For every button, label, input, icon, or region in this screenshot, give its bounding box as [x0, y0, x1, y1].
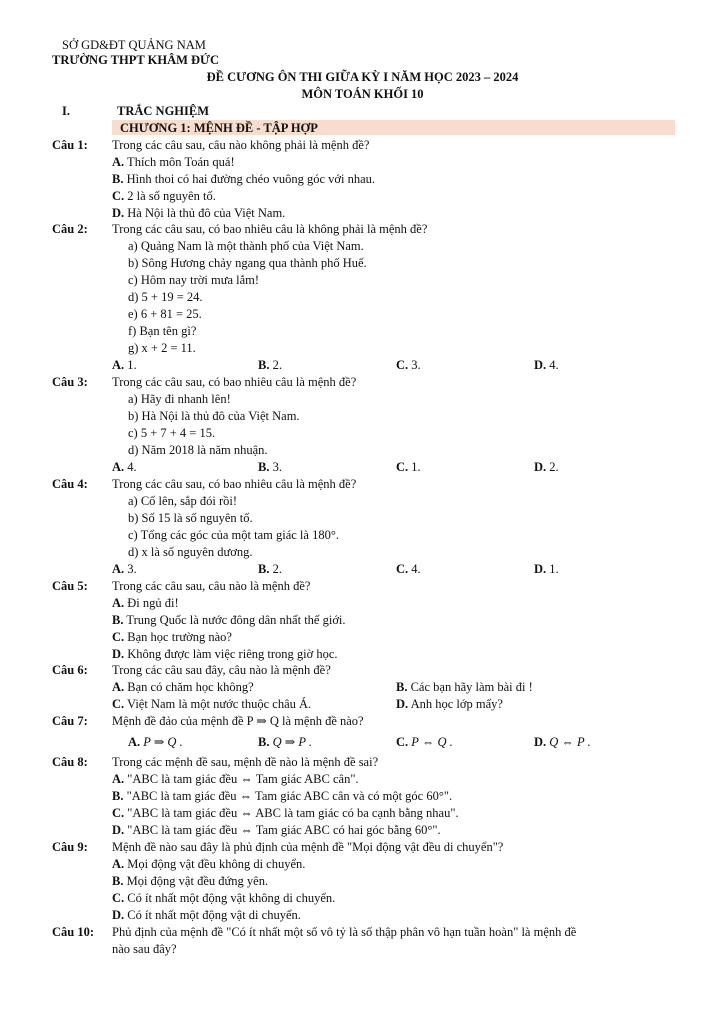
option-text: Hình thoi có hai đường chéo vuông góc với nhau. — [123, 172, 376, 186]
option-key: A. — [112, 562, 125, 576]
question-label: Câu 8: — [52, 755, 88, 769]
answer-option — [112, 190, 216, 203]
statement: d) x là số nguyên dương. — [128, 545, 253, 559]
option-text: Bạn có chăm học không? — [124, 680, 254, 694]
option-text: 3. — [269, 460, 282, 474]
option-text: 4. — [124, 460, 137, 474]
question-label: Câu 9: — [52, 840, 88, 854]
option-key: A. — [128, 735, 141, 749]
option-key: C. — [112, 189, 125, 203]
option-text: P ⇔ Q . — [408, 735, 453, 749]
answer-option — [396, 461, 421, 474]
answer-option — [396, 681, 533, 694]
option-key: C. — [112, 697, 125, 711]
option-key: A. — [112, 680, 125, 694]
question-label: Câu 3: — [52, 375, 88, 389]
option-key: A. — [112, 596, 125, 610]
answer-option — [112, 563, 137, 576]
option-text: 2. — [546, 460, 559, 474]
question-text: Phủ định của mệnh đề "Có ít nhất một số vô tỷ là số thập phân vô hạn tuần hoàn" là mệnh đề — [112, 925, 577, 939]
option-text: Q ⇒ P . — [269, 735, 313, 749]
question-text: Trong các câu sau, có bao nhiêu câu là mệnh đề? — [112, 375, 357, 389]
option-key: B. — [258, 735, 270, 749]
statement: g) x + 2 = 11. — [128, 341, 196, 355]
statement: d) 5 + 19 = 24. — [128, 290, 203, 304]
option-text: Việt Nam là một nước thuộc châu Á. — [124, 697, 312, 711]
answer-option — [112, 461, 137, 474]
school-name: TRƯỜNG THPT KHÂM ĐỨC — [52, 53, 220, 67]
section-title: TRẮC NGHIỆM — [117, 104, 210, 118]
option-key: A. — [112, 460, 125, 474]
option-key: D. — [534, 562, 547, 576]
statement: c) Tổng các góc của một tam giác là 180°. — [128, 528, 339, 542]
statement: d) Năm 2018 là năm nhuận. — [128, 443, 268, 457]
question-text: Trong các mệnh đề sau, mệnh đề nào là mệnh đề sai? — [112, 755, 379, 769]
option-key: A. — [112, 772, 125, 786]
option-text: Hà Nội là thủ đô của Việt Nam. — [124, 206, 286, 220]
answer-option — [112, 156, 235, 169]
option-text: 2. — [269, 562, 282, 576]
answer-option — [396, 359, 421, 372]
option-text: 1. — [546, 562, 559, 576]
chapter-title: CHƯƠNG 1: MỆNH ĐỀ - TẬP HỢP — [120, 121, 318, 135]
answer-option — [112, 909, 301, 922]
option-key: A. — [112, 358, 125, 372]
option-key: C. — [112, 806, 125, 820]
section-number: I. — [62, 104, 70, 118]
option-key: A. — [112, 155, 125, 169]
statement: f) Bạn tên gì? — [128, 324, 197, 338]
option-key: B. — [112, 789, 124, 803]
statement: a) Hãy đi nhanh lên! — [128, 392, 231, 406]
option-key: D. — [396, 697, 409, 711]
question-text: Trong các câu sau đây, câu nào là mệnh đề? — [112, 663, 331, 677]
statement: b) Hà Nội là thủ đô của Việt Nam. — [128, 409, 300, 423]
question-text: Mệnh đề nào sau đây là phủ định của mệnh đề "Mọi động vật đều di chuyển"? — [112, 840, 504, 854]
option-key: B. — [396, 680, 408, 694]
option-key: B. — [258, 358, 270, 372]
option-text: Bạn học trường nào? — [124, 630, 232, 644]
option-key: D. — [112, 823, 125, 837]
question-text: Trong các câu sau, có bao nhiêu câu là không phải là mệnh đề? — [112, 222, 428, 236]
option-key: D. — [112, 206, 125, 220]
answer-option — [112, 824, 441, 837]
option-text: 3. — [124, 562, 137, 576]
answer-option — [534, 461, 559, 474]
subject-title: MÔN TOÁN KHỐI 10 — [301, 87, 424, 101]
option-text: Các bạn hãy làm bài đi ! — [407, 680, 533, 694]
question-label: Câu 10: — [52, 925, 95, 939]
answer-option — [112, 207, 285, 220]
question-label: Câu 7: — [52, 714, 88, 728]
answer-option — [396, 698, 503, 711]
option-text: "ABC là tam giác đều ⇔ Tam giác ABC cân và có một góc 60°". — [123, 789, 453, 803]
option-text: "ABC là tam giác đều ⇔ Tam giác ABC có hai góc bằng 60°". — [124, 823, 441, 837]
option-text: Q ⇔ P . — [546, 735, 591, 749]
department-name: SỞ GD&ĐT QUẢNG NAM — [62, 38, 206, 52]
option-key: B. — [258, 460, 270, 474]
option-text: Trung Quốc là nước đông dân nhất thế giới. — [123, 613, 346, 627]
document-title: ĐỀ CƯƠNG ÔN THI GIỮA KỲ I NĂM HỌC 2023 – 2024 — [206, 70, 519, 84]
answer-option — [112, 698, 311, 711]
option-key: B. — [112, 172, 124, 186]
option-text: Mọi động vật đều không di chuyển. — [124, 857, 306, 871]
question-label: Câu 6: — [52, 663, 88, 677]
statement: a) Cố lên, sắp đói rồi! — [128, 494, 238, 508]
answer-option — [258, 736, 312, 749]
answer-option — [112, 173, 375, 186]
option-key: C. — [396, 358, 409, 372]
option-key: B. — [112, 874, 124, 888]
option-key: C. — [396, 562, 409, 576]
option-text: 1. — [124, 358, 137, 372]
question-label: Câu 2: — [52, 222, 88, 236]
statement: a) Quảng Nam là một thành phố của Việt Nam. — [128, 239, 364, 253]
question-text-continued: nào sau đây? — [112, 942, 177, 956]
option-text: 4. — [408, 562, 421, 576]
answer-option — [534, 736, 591, 749]
answer-option — [112, 875, 268, 888]
answer-option — [112, 807, 459, 820]
option-key: D. — [534, 460, 547, 474]
option-text: Thích môn Toán quá! — [124, 155, 235, 169]
option-key: A. — [112, 857, 125, 871]
answer-option — [112, 648, 338, 661]
option-text: P ⇒ Q . — [140, 735, 183, 749]
option-text: Có ít nhất một động vật di chuyển. — [124, 908, 301, 922]
statement: c) Hôm nay trời mưa lắm! — [128, 273, 260, 287]
answer-option — [112, 597, 179, 610]
option-key: D. — [534, 735, 547, 749]
question-label: Câu 1: — [52, 138, 88, 152]
answer-option — [258, 563, 282, 576]
question-label: Câu 5: — [52, 579, 88, 593]
option-text: Anh học lớp mấy? — [408, 697, 503, 711]
option-key: C. — [396, 460, 409, 474]
answer-option — [128, 736, 183, 749]
statement: e) 6 + 81 = 25. — [128, 307, 202, 321]
answer-option — [258, 461, 282, 474]
question-text: Trong các câu sau, câu nào là mệnh đề? — [112, 579, 311, 593]
question-text: Trong các câu sau, câu nào không phải là mệnh đề? — [112, 138, 370, 152]
option-key: C. — [112, 630, 125, 644]
option-key: C. — [112, 891, 125, 905]
question-label: Câu 4: — [52, 477, 88, 491]
option-key: D. — [112, 647, 125, 661]
answer-option — [534, 359, 559, 372]
answer-option — [112, 631, 232, 644]
answer-option — [396, 736, 453, 749]
option-key: B. — [258, 562, 270, 576]
statement: b) Số 15 là số nguyên tố. — [128, 511, 253, 525]
answer-option — [396, 563, 421, 576]
option-text: 1. — [408, 460, 421, 474]
option-text: Có ít nhất một động vật không di chuyển. — [124, 891, 336, 905]
option-key: D. — [534, 358, 547, 372]
answer-option — [112, 614, 346, 627]
question-text: Trong các câu sau, có bao nhiêu câu là mệnh đề? — [112, 477, 357, 491]
option-text: "ABC là tam giác đều ⇔ Tam giác ABC cân". — [124, 772, 359, 786]
answer-option — [534, 563, 559, 576]
option-text: 3. — [408, 358, 421, 372]
answer-option — [112, 790, 452, 803]
option-key: B. — [112, 613, 124, 627]
answer-option — [112, 892, 335, 905]
option-text: Mọi động vật đều đứng yên. — [123, 874, 269, 888]
option-text: Không được làm việc riêng trong giờ học. — [124, 647, 338, 661]
question-text: Mệnh đề đảo của mệnh đề P ⇒ Q là mệnh đề nào? — [112, 714, 364, 728]
answer-option — [258, 359, 282, 372]
answer-option — [112, 773, 359, 786]
option-text: 2 là số nguyên tố. — [124, 189, 216, 203]
option-text: "ABC là tam giác đều ⇔ ABC là tam giác có ba cạnh bằng nhau". — [124, 806, 459, 820]
statement: b) Sông Hương chảy ngang qua thành phố Huế. — [128, 256, 367, 270]
answer-option — [112, 858, 305, 871]
option-key: D. — [112, 908, 125, 922]
option-text: 4. — [546, 358, 559, 372]
option-text: 2. — [269, 358, 282, 372]
statement: c) 5 + 7 + 4 = 15. — [128, 426, 216, 440]
answer-option — [112, 681, 254, 694]
option-text: Đi ngủ đi! — [124, 596, 179, 610]
option-key: C. — [396, 735, 409, 749]
answer-option — [112, 359, 137, 372]
